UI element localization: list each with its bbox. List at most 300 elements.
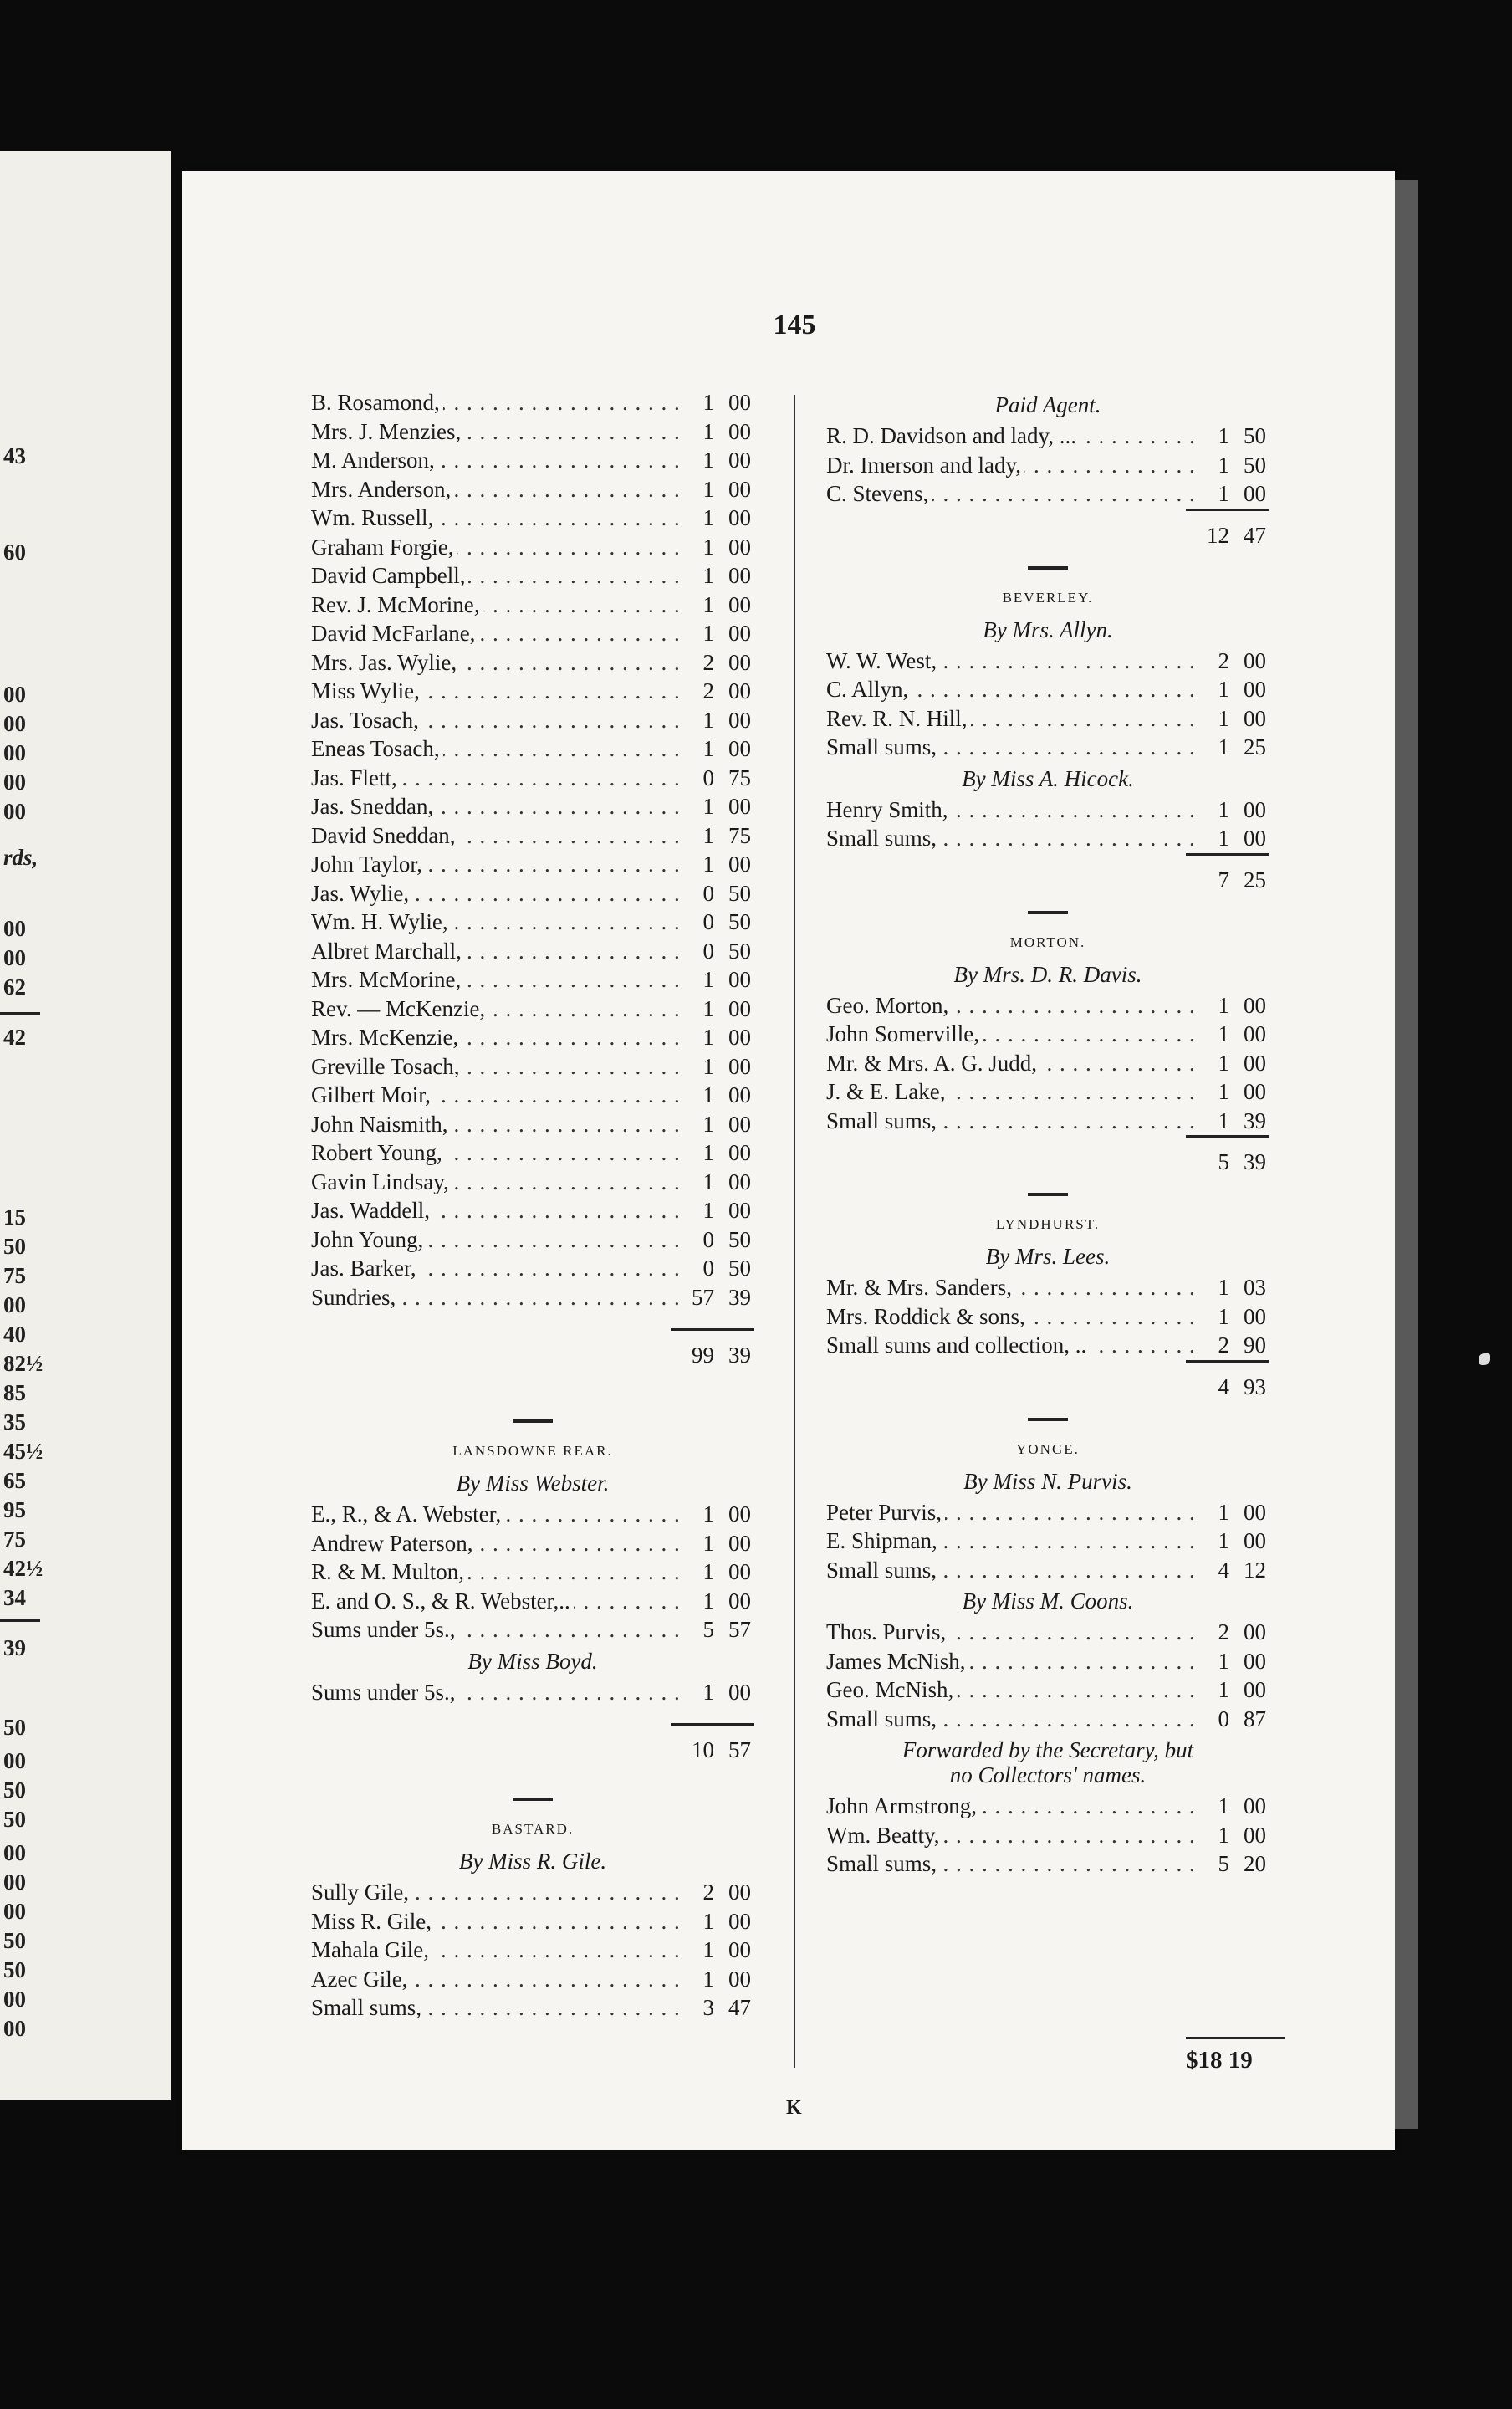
ledger-row <box>303 561 763 591</box>
ledger-row <box>303 1500 763 1529</box>
section-title: BASTARD. <box>491 1821 575 1837</box>
ledger-row <box>303 908 763 937</box>
contributor-name: David McFarlane, <box>311 619 478 648</box>
contributor-name: Jas. Tosach, <box>311 706 422 735</box>
amount-cents: 00 <box>728 1908 751 1934</box>
ledger-row <box>818 1302 1278 1332</box>
amount-cents: 00 <box>728 591 751 617</box>
amount-cents: 00 <box>728 1559 751 1584</box>
margin-fragment: 00 <box>3 711 26 736</box>
section-separator <box>1028 1193 1068 1196</box>
margin-fragment: 50 <box>3 1234 26 1259</box>
amount-dollars: 1 <box>1218 1677 1229 1702</box>
amount-dollars: 1 <box>702 621 714 646</box>
contributor-name: Gilbert Moir, <box>311 1081 434 1110</box>
subtotal <box>818 516 1278 555</box>
amount-dollars: 0 <box>702 909 714 934</box>
amount-cents: 87 <box>1244 1706 1266 1731</box>
subtotal-dollars: 99 <box>692 1343 714 1368</box>
contributor-name: Robert Young, <box>311 1138 446 1168</box>
amount-cents: 50 <box>728 880 751 906</box>
margin-fragment: 00 <box>3 740 26 765</box>
ledger-row <box>303 1138 763 1168</box>
contributor-name: David Sneddan, <box>311 821 458 851</box>
subtotal-rule <box>1186 1360 1269 1368</box>
ledger-row <box>303 533 763 562</box>
amount-cents: 00 <box>728 1880 751 1905</box>
amount-cents: 00 <box>728 390 751 415</box>
amount-dollars: 1 <box>702 1908 714 1934</box>
amount-dollars: 1 <box>702 1140 714 1165</box>
margin-fragment: 00 <box>3 682 26 707</box>
right-column <box>818 388 1278 1879</box>
amount-cents: 00 <box>728 505 751 530</box>
ledger-row <box>303 677 763 706</box>
contributor-name: James McNish, <box>826 1647 968 1676</box>
amount-cents: 00 <box>1244 1677 1266 1702</box>
margin-fragment: 00 <box>3 2016 26 2041</box>
ledger-row <box>303 1965 763 1994</box>
collector-heading: Forwarded by the Secretary, but <box>902 1737 1194 1762</box>
collector-heading: By Miss M. Coons. <box>962 1588 1134 1614</box>
contributor-name: Mrs. Roddick & sons, <box>826 1302 1029 1332</box>
amount-cents: 00 <box>1244 677 1266 702</box>
amount-dollars: 1 <box>1218 1822 1229 1848</box>
amount-dollars: 1 <box>702 1530 714 1556</box>
ledger-row <box>818 733 1278 762</box>
section-title: YONGE. <box>1016 1440 1080 1457</box>
subtotal-rule <box>671 1723 754 1731</box>
amount-dollars: 4 <box>1218 1557 1229 1583</box>
contributor-name: Wm. Beatty, <box>826 1821 942 1850</box>
amount-dollars: 5 <box>702 1617 714 1642</box>
margin-rule <box>0 1012 40 1015</box>
amount-cents: 00 <box>728 1140 751 1165</box>
amount-cents: 57 <box>728 1617 751 1642</box>
amount-cents: 00 <box>728 967 751 992</box>
margin-fragment: 75 <box>3 1263 26 1288</box>
ledger-row <box>303 764 763 793</box>
margin-fragment: 00 <box>3 799 26 824</box>
margin-fragment: 40 <box>3 1322 26 1347</box>
margin-fragment: 82½ <box>3 1351 43 1376</box>
section-title: BEVERLEY. <box>1002 589 1094 606</box>
amount-dollars: 1 <box>1218 1648 1229 1674</box>
spacer <box>303 1706 763 1723</box>
contributor-name: Small sums, <box>826 733 940 762</box>
ledger-row <box>303 648 763 678</box>
amount-dollars: 0 <box>702 1256 714 1281</box>
contributor-name: Wm. Russell, <box>311 504 437 533</box>
collector-heading: Paid Agent. <box>994 392 1101 417</box>
amount-dollars: 57 <box>692 1284 714 1310</box>
contributor-name: Jas. Sneddan, <box>311 792 437 821</box>
subtotal-cents: 39 <box>1244 1149 1266 1174</box>
amount-cents: 00 <box>728 1588 751 1614</box>
amount-cents: 00 <box>728 1025 751 1050</box>
ledger-row <box>303 417 763 447</box>
ledger-row <box>818 451 1278 480</box>
amount-dollars: 1 <box>702 1937 714 1962</box>
contributor-name: Rev. J. McMorine, <box>311 591 483 620</box>
contributor-name: Eneas Tosach, <box>311 734 443 764</box>
amount-cents: 00 <box>1244 705 1266 731</box>
ledger-row <box>303 995 763 1024</box>
ledger-row <box>818 647 1278 676</box>
contributor-name: Rev. — McKenzie, <box>311 995 488 1024</box>
amount-dollars: 1 <box>1218 1079 1229 1104</box>
amount-cents: 00 <box>728 621 751 646</box>
amount-dollars: 0 <box>1218 1706 1229 1731</box>
margin-fragment: 34 <box>3 1585 26 1610</box>
amount-cents: 00 <box>728 563 751 588</box>
ledger-row <box>303 1052 763 1082</box>
collector-heading: By Miss Boyd. <box>467 1648 598 1674</box>
amount-dollars: 1 <box>1218 992 1229 1018</box>
amount-dollars: 1 <box>1218 796 1229 822</box>
amount-dollars: 1 <box>702 1111 714 1137</box>
contributor-name: Mrs. Anderson, <box>311 475 454 504</box>
subtotal-cents: 47 <box>1244 522 1266 548</box>
subtotal-rule <box>1186 853 1269 861</box>
amount-dollars: 1 <box>1218 423 1229 448</box>
amount-dollars: 1 <box>702 1082 714 1107</box>
subtotal-cents: 25 <box>1244 867 1266 893</box>
margin-fragment: 50 <box>3 1715 26 1740</box>
contributor-name: Albret Marchall, <box>311 937 465 966</box>
margin-fragment: 00 <box>3 1840 26 1865</box>
amount-dollars: 1 <box>702 1588 714 1614</box>
ledger-row <box>818 422 1278 451</box>
amount-dollars: 1 <box>1218 1303 1229 1329</box>
margin-fragment: 42½ <box>3 1556 43 1581</box>
ledger-row <box>818 1705 1278 1734</box>
collector-heading: By Mrs. Allyn. <box>983 616 1113 642</box>
amount-dollars: 1 <box>702 822 714 848</box>
subtotal-cents: 57 <box>728 1737 751 1762</box>
ledger-row <box>303 1023 763 1052</box>
ledger-row <box>818 1273 1278 1302</box>
ledger-row <box>818 1107 1278 1136</box>
amount-cents: 00 <box>728 995 751 1021</box>
contributor-name: Gavin Lindsay, <box>311 1168 452 1197</box>
ledger-row <box>818 1498 1278 1527</box>
amount-dollars: 1 <box>702 1198 714 1223</box>
contributor-name: Henry Smith, <box>826 795 952 825</box>
ledger-row <box>818 704 1278 734</box>
amount-cents: 50 <box>728 1226 751 1252</box>
ledger-row <box>818 1647 1278 1676</box>
amount-cents: 39 <box>1244 1107 1266 1133</box>
amount-cents: 00 <box>728 476 751 502</box>
subtotal-dollars: 10 <box>692 1737 714 1762</box>
amount-dollars: 1 <box>702 1169 714 1194</box>
subtotal <box>303 1336 763 1374</box>
amount-dollars: 1 <box>1218 826 1229 851</box>
collector-heading: By Miss R. Gile. <box>458 1849 607 1874</box>
contributor-name: Miss Wylie, <box>311 677 423 706</box>
contributor-name: Mrs. McMorine, <box>311 965 464 995</box>
amount-cents: 47 <box>728 1995 751 2020</box>
ledger-row <box>303 446 763 475</box>
collector-heading: no Collectors' names. <box>949 1762 1147 1788</box>
ledger-row <box>303 388 763 417</box>
amount-dollars: 1 <box>702 448 714 473</box>
ledger-row <box>303 1587 763 1616</box>
margin-fragment: 00 <box>3 1748 26 1773</box>
collector-heading: By Miss Webster. <box>456 1470 610 1496</box>
ledger-row <box>303 1936 763 1965</box>
amount-dollars: 1 <box>702 852 714 877</box>
contributor-name: John Taylor, <box>311 850 426 879</box>
subtotal-rule <box>671 1328 754 1336</box>
amount-dollars: 1 <box>702 505 714 530</box>
amount-cents: 00 <box>1244 1793 1266 1818</box>
subtotal-cents: 93 <box>1244 1373 1266 1399</box>
amount-dollars: 1 <box>1218 1275 1229 1300</box>
section-title: LYNDHURST. <box>995 1216 1101 1232</box>
contributor-name: E. Shipman, <box>826 1527 941 1556</box>
contributor-name: Thos. Purvis, <box>826 1618 949 1647</box>
amount-cents: 50 <box>1244 423 1266 448</box>
section-title: MORTON. <box>1009 933 1086 950</box>
amount-cents: 00 <box>728 707 751 733</box>
amount-cents: 75 <box>728 822 751 848</box>
amount-cents: 00 <box>728 1937 751 1962</box>
amount-dollars: 0 <box>702 938 714 964</box>
contributor-name: John Young, <box>311 1225 427 1255</box>
amount-dollars: 5 <box>1218 1851 1229 1876</box>
grand-total-rule <box>1186 2037 1285 2039</box>
ledger-row <box>818 479 1278 509</box>
margin-fragment: 42 <box>3 1025 26 1050</box>
collector-heading: By Miss N. Purvis. <box>963 1468 1132 1494</box>
amount-cents: 00 <box>728 1679 751 1705</box>
ledger-row <box>818 991 1278 1020</box>
ledger-row <box>303 1678 763 1707</box>
contributor-name: E., R., & A. Webster, <box>311 1500 504 1529</box>
margin-fragment: 00 <box>3 1292 26 1317</box>
contributor-name: Jas. Wylie, <box>311 879 412 908</box>
contributor-name: Geo. McNish, <box>826 1675 957 1705</box>
contributor-name: Small sums, <box>826 1849 940 1879</box>
contributor-name: C. Allyn, <box>826 675 912 704</box>
margin-fragment: 35 <box>3 1409 26 1435</box>
contributor-name: Mrs. McKenzie, <box>311 1023 462 1052</box>
amount-dollars: 1 <box>1218 1528 1229 1553</box>
amount-dollars: 1 <box>1218 1499 1229 1525</box>
contributor-name: Sundries, <box>311 1283 399 1312</box>
amount-cents: 00 <box>1244 1303 1266 1329</box>
section-separator <box>1028 566 1068 570</box>
subtotal-dollars: 5 <box>1218 1149 1229 1174</box>
ledger-row <box>303 591 763 620</box>
margin-fragment: 15 <box>3 1204 26 1230</box>
ledger-row <box>303 792 763 821</box>
amount-dollars: 1 <box>702 1966 714 1992</box>
ledger-row <box>303 1081 763 1110</box>
ledger-row <box>303 821 763 851</box>
ledger-row <box>818 1675 1278 1705</box>
collector-heading: By Mrs. Lees. <box>985 1244 1111 1269</box>
subtotal <box>303 1731 763 1769</box>
amount-cents: 75 <box>728 765 751 790</box>
subtotal-dollars: 7 <box>1218 867 1229 893</box>
ledger-row <box>818 1792 1278 1821</box>
ledger-row <box>818 1618 1278 1647</box>
amount-cents: 00 <box>728 1053 751 1079</box>
amount-cents: 00 <box>728 649 751 675</box>
margin-fragment: 50 <box>3 1807 26 1832</box>
contributor-name: Greville Tosach, <box>311 1052 463 1082</box>
amount-dollars: 2 <box>702 1880 714 1905</box>
ledger-row <box>303 504 763 533</box>
contributor-name: Mr. & Mrs. Sanders, <box>826 1273 1015 1302</box>
amount-cents: 03 <box>1244 1275 1266 1300</box>
amount-cents: 00 <box>1244 826 1266 851</box>
subtotal-cents: 39 <box>728 1343 751 1368</box>
subtotal-dollars: 12 <box>1207 522 1229 548</box>
ledger-row <box>303 1196 763 1225</box>
margin-fragment: 00 <box>3 945 26 970</box>
amount-cents: 00 <box>728 678 751 703</box>
ledger-row <box>303 850 763 879</box>
amount-dollars: 0 <box>702 1226 714 1252</box>
margin-fragment: 00 <box>3 1899 26 1924</box>
contributor-name: Sums under 5s., <box>311 1615 459 1644</box>
ledger-row <box>303 1878 763 1907</box>
contributor-name: Wm. H. Wylie, <box>311 908 452 937</box>
amount-dollars: 1 <box>1218 677 1229 702</box>
contributor-name: R. D. Davidson and lady, ... <box>826 422 1080 451</box>
ledger-row <box>303 1225 763 1255</box>
ledger-row <box>818 795 1278 825</box>
contributor-name: Small sums, <box>311 1993 425 2023</box>
amount-cents: 39 <box>728 1284 751 1310</box>
amount-dollars: 2 <box>1218 1619 1229 1644</box>
margin-fragment: 39 <box>3 1635 26 1660</box>
collector-heading: By Miss A. Hicock. <box>962 765 1134 791</box>
contributor-name: Small sums, <box>826 1556 940 1585</box>
ledger-row <box>818 1556 1278 1585</box>
amount-dollars: 1 <box>702 1501 714 1527</box>
amount-cents: 20 <box>1244 1851 1266 1876</box>
amount-cents: 50 <box>1244 452 1266 478</box>
section-separator <box>513 1419 553 1423</box>
amount-dollars: 1 <box>702 476 714 502</box>
ledger-row <box>818 675 1278 704</box>
contributor-name: Sully Gile, <box>311 1878 412 1907</box>
ledger-row <box>818 1077 1278 1107</box>
contributor-name: Dr. Imerson and lady, <box>826 451 1024 480</box>
amount-cents: 00 <box>1244 1021 1266 1046</box>
amount-dollars: 3 <box>702 1995 714 2020</box>
collector-heading: By Mrs. D. R. Davis. <box>953 961 1142 987</box>
amount-cents: 00 <box>728 1530 751 1556</box>
margin-fragment: 75 <box>3 1527 26 1552</box>
spacer <box>303 1312 763 1328</box>
amount-dollars: 1 <box>1218 734 1229 760</box>
amount-cents: 00 <box>728 418 751 444</box>
contributor-name: John Somerville, <box>826 1020 983 1049</box>
amount-dollars: 1 <box>702 1053 714 1079</box>
contributor-name: Miss R. Gile, <box>311 1907 435 1936</box>
ledger-row <box>303 965 763 995</box>
amount-dollars: 2 <box>1218 647 1229 673</box>
amount-dollars: 1 <box>1218 1021 1229 1046</box>
contributor-name: Small sums, <box>826 1107 940 1136</box>
amount-dollars: 1 <box>702 1679 714 1705</box>
amount-dollars: 1 <box>1218 705 1229 731</box>
amount-cents: 00 <box>1244 1648 1266 1674</box>
margin-fragment: 00 <box>3 1987 26 2012</box>
amount-cents: 90 <box>1244 1332 1266 1358</box>
left-column <box>303 388 763 2023</box>
ledger-row <box>303 1557 763 1587</box>
ledger-row <box>303 475 763 504</box>
contributor-name: E. and O. S., & R. Webster,.. <box>311 1587 574 1616</box>
contributor-name: Small sums and collection, .. <box>826 1331 1090 1360</box>
column-divider <box>794 395 795 2068</box>
amount-cents: 50 <box>728 1256 751 1281</box>
subtotal <box>818 1368 1278 1406</box>
amount-cents: 00 <box>1244 1528 1266 1553</box>
subtotal-dollars: 4 <box>1218 1373 1229 1399</box>
margin-fragment: 50 <box>3 1928 26 1953</box>
ledger-row <box>303 1907 763 1936</box>
ledger-row <box>818 1849 1278 1879</box>
subtotal-rule <box>1186 1135 1269 1143</box>
margin-fragment: 00 <box>3 770 26 795</box>
contributor-name: Mrs. J. Menzies, <box>311 417 464 447</box>
contributor-name: Jas. Flett, <box>311 764 401 793</box>
amount-dollars: 1 <box>702 563 714 588</box>
amount-cents: 00 <box>728 794 751 819</box>
contributor-name: Geo. Morton, <box>826 991 952 1020</box>
subtotal <box>818 1143 1278 1181</box>
ledger-row <box>303 1529 763 1558</box>
margin-fragment-word: rds, <box>3 845 38 870</box>
amount-cents: 00 <box>728 1111 751 1137</box>
section-title: LANSDOWNE REAR. <box>452 1443 613 1459</box>
amount-cents: 50 <box>728 909 751 934</box>
amount-cents: 00 <box>1244 1822 1266 1848</box>
ledger-row <box>303 734 763 764</box>
grand-total: $18 19 <box>1186 2047 1253 2074</box>
contributor-name: Mahala Gile, <box>311 1936 432 1965</box>
page-number: 145 <box>773 309 816 340</box>
amount-dollars: 2 <box>1218 1332 1229 1358</box>
amount-cents: 00 <box>728 534 751 560</box>
contributor-name: Mr. & Mrs. A. G. Judd, <box>826 1049 1040 1078</box>
ledger-row <box>818 1821 1278 1850</box>
amount-dollars: 1 <box>702 418 714 444</box>
amount-cents: 50 <box>728 938 751 964</box>
amount-dollars: 0 <box>702 880 714 906</box>
amount-cents: 00 <box>1244 1079 1266 1104</box>
amount-cents: 25 <box>1244 734 1266 760</box>
ledger-row <box>303 1254 763 1283</box>
amount-dollars: 1 <box>702 1559 714 1584</box>
contributor-name: Mrs. Jas. Wylie, <box>311 648 460 678</box>
amount-cents: 00 <box>728 1082 751 1107</box>
amount-cents: 12 <box>1244 1557 1266 1583</box>
amount-dollars: 1 <box>702 390 714 415</box>
contributor-name: Jas. Waddell, <box>311 1196 433 1225</box>
ledger-row <box>818 1331 1278 1360</box>
ledger-row <box>303 879 763 908</box>
amount-dollars: 2 <box>702 649 714 675</box>
